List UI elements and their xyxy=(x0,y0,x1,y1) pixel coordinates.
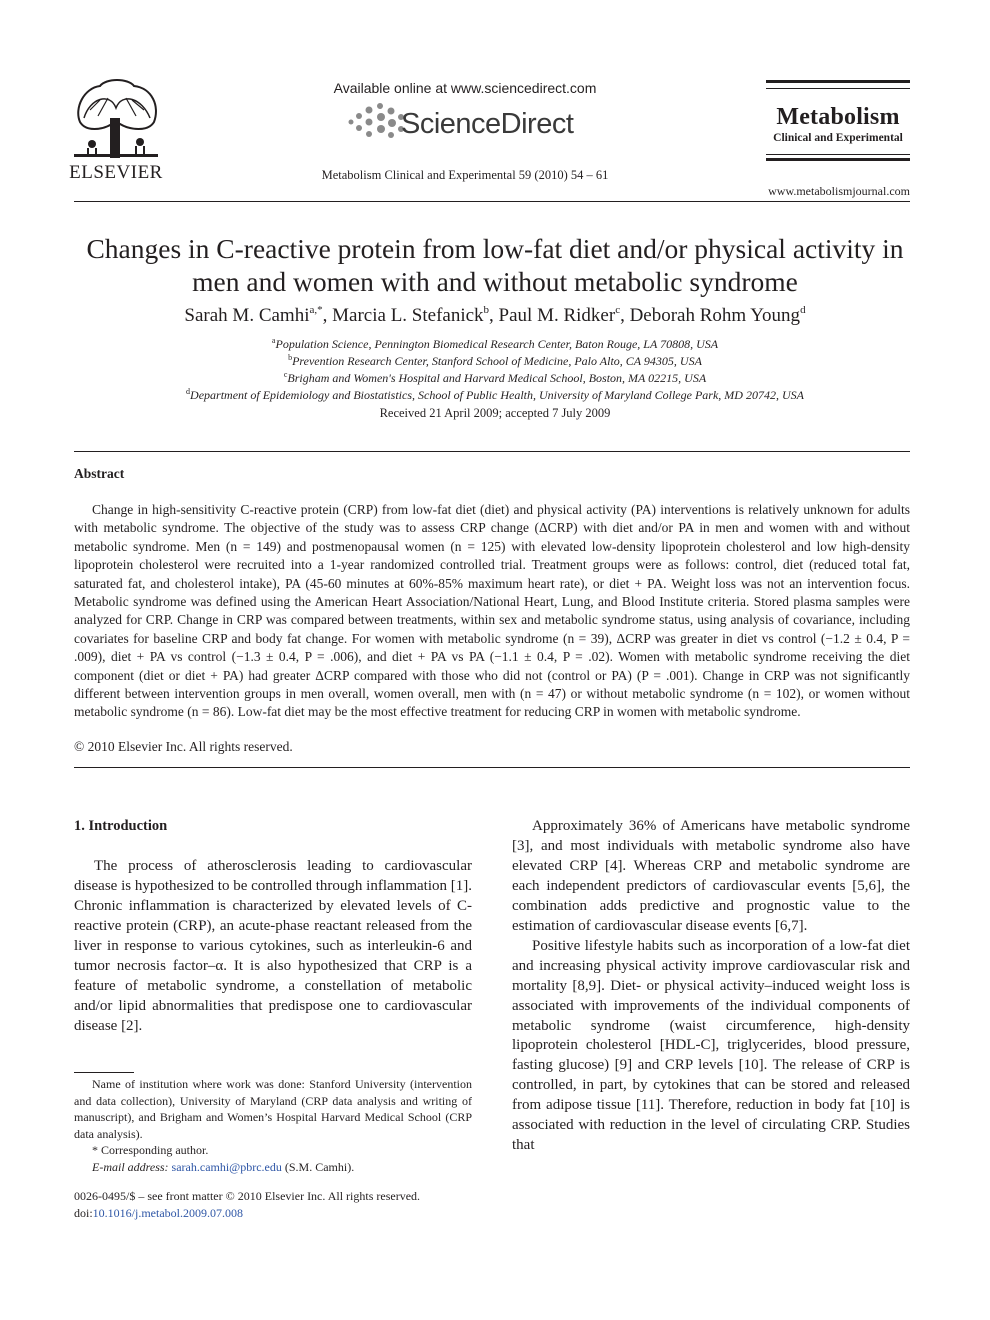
journal-title: Metabolism xyxy=(776,104,900,130)
email-link[interactable]: sarah.camhi@pbrc.edu xyxy=(171,1159,282,1174)
author-separator: , xyxy=(620,305,630,326)
abstract-heading: Abstract xyxy=(74,466,125,481)
right-column xyxy=(512,817,910,1156)
elsevier-tree-icon xyxy=(70,78,162,160)
author-name[interactable]: Marcia L. Stefanick xyxy=(332,305,484,326)
affiliation-text: Department of Epidemiology and Biostatistics, School of Public Health, University of Maryland College Park, MD 20742, USA xyxy=(190,388,804,402)
footnote-divider xyxy=(74,1072,134,1073)
affiliation xyxy=(60,354,930,369)
received-dates: Received 21 April 2009; accepted 7 July 2009 xyxy=(379,406,611,420)
sciencedirect-logo xyxy=(345,102,585,146)
doi-link[interactable]: 10.1016/j.metabol.2009.07.008 xyxy=(92,1205,243,1220)
abstract-body: Change in high-sensitivity C-reactive protein (CRP) from low-fat diet (diet) and physical activity (PA) interventions is relatively unknown for adults with metabolic syndrome. The objective of the study was to assess CRP change (ΔCRP) with diet and/or PA in men and women with and without metabolic syndrome. Men (n = 149) and postmenopausal women (n = 125) with elevated low-density lipoprotein cholesterol and low high-density lipoprotein cholesterol were recruited into a 1-year randomized controlled trial. Treatment groups were as follows: control, diet (reduced total fat, saturated fat, and cholesterol intake), PA (45-60 minutes at 60%-85% maximum heart rate), or diet + PA. Weight loss was not an intervention focus. Metabolic syndrome was defined using the American Heart Association/National Heart, Lung, and Blood Institute criteria. Stored plasma samples were analyzed for CRP. Change in CRP was compared between treatments, within sex and metabolic syndrome status, using analysis of covariance, including covariates for baseline CRP and body fat change. For women with metabolic syndrome (n = 39), ΔCRP was greater in diet vs control (−1.2 ± 0.4, P = .009), diet + PA vs control (−1.3 ± 0.4, P = .006), and diet + PA vs PA (−1.1 ± 0.4, P = .02). Women with metabolic syndrome receiving the diet component (diet or diet + PA) had greater ΔCRP compared with those who did not (control or PA) (P = .001). Change in CRP was not significantly different between intervention groups in men overall, women overall, men with (n = 47) or without metabolic syndrome (n = 102), or women without metabolic syndrome (n = 86). Low-fat diet may be the most effective treatment for reducing CRP in women with metabolic syndrome. xyxy=(74,502,910,720)
abstract-bottom-divider xyxy=(74,767,910,768)
article-title-line: Changes in C-reactive protein from low-fat diet and/or physical activity in xyxy=(86,233,904,264)
journal-citation: Metabolism Clinical and Experimental 59 (2010) 54 – 61 xyxy=(321,168,609,182)
affiliation-mark: b xyxy=(288,353,293,362)
email-label: E-mail address: xyxy=(92,1159,169,1174)
email-owner: (S.M. Camhi). xyxy=(284,1159,355,1174)
footnotes xyxy=(74,1076,472,1175)
doi-label: doi: xyxy=(74,1205,93,1220)
author-affiliation-mark: a,* xyxy=(309,304,323,316)
body-paragraph: Positive lifestyle habits such as incorporation of a low-fat diet and increasing physical activity improve cardiovascular risk and mortality [8,9]. Diet- or physical activity–induced weight loss is associated with improvements of the individual components of metabolic syndrome (waist circumference, high-density lipoprotein cholesterol [HDL-C], triglycerides, blood pressure, fasting glucose) [9] and CRP levels [10]. The release of CRP is controlled, in part, by cytokines that can be stored and released from adipose tissue [11]. Therefore, reduction in body fat [10] is associated with reduction in the level of circulating CRP. Studies that xyxy=(512,937,910,1154)
article-title xyxy=(60,232,930,298)
author-name[interactable]: Paul M. Ridker xyxy=(498,305,616,326)
author-affiliation-mark: b xyxy=(483,304,490,316)
sciencedirect-wordmark: ScienceDirect xyxy=(401,108,574,140)
section-heading-introduction: 1. Introduction xyxy=(74,818,168,834)
affiliation-mark: c xyxy=(283,370,288,379)
journal-url[interactable]: www.metabolismjournal.com xyxy=(768,184,910,198)
abstract-top-divider xyxy=(74,451,910,452)
author-separator: , xyxy=(489,305,499,326)
article-title-line: men and women with and without metabolic syndrome xyxy=(192,266,798,297)
available-online-text: Available online at www.sciencedirect.com xyxy=(333,80,597,96)
author-affiliation-mark: d xyxy=(800,304,806,316)
left-column xyxy=(74,857,472,1037)
masthead-rule xyxy=(766,158,910,161)
author-name[interactable]: Deborah Rohm Young xyxy=(629,305,801,326)
masthead-rule xyxy=(766,80,910,83)
affiliation xyxy=(60,371,930,386)
abstract-copyright: © 2010 Elsevier Inc. All rights reserved. xyxy=(74,739,293,754)
affiliation xyxy=(60,337,930,352)
author-list xyxy=(60,305,930,327)
affiliation-text: Prevention Research Center, Stanford School of Medicine, Palo Alto, CA 94305, USA xyxy=(292,354,702,368)
footnote-institution: Name of institution where work was done: Stanford University (intervention and data collection), University of Maryland (CRP data analysis and writing of manuscript), and Brigham and Women’s Hospital Harvard Medical School (CRP data analysis). xyxy=(74,1077,472,1141)
footnote-email xyxy=(74,1159,472,1176)
affiliation xyxy=(60,388,930,403)
affiliation-mark: d xyxy=(186,387,191,396)
body-paragraph: Approximately 36% of Americans have metabolic syndrome [3], and most individuals with metabolic syndrome also have elevated CRP [4]. Whereas CRP and metabolic syndrome are each independent predictors of cardiovascular events [5,6], the combination adds predictive and prognostic value to the estimation of cardiovascular disease events [6,7]. xyxy=(512,818,910,934)
masthead-rule xyxy=(766,154,910,155)
header-divider xyxy=(74,201,910,202)
author-affiliation-mark: c xyxy=(615,304,621,316)
body-paragraph: The process of atherosclerosis leading to cardiovascular disease is hypothesized to be controlled through inflammation [1]. Chronic inflammation is characterized by elevated levels of C-reactive protein (CRP), an acute-phase reactant released from the liver in response to various cytokines, such as interleukin-6 and tumor necrosis factor–α. It is also hypothesized that CRP is a feature of metabolic syndrome, a constellation of metabolic and/or lipid abnormalities that predispose one to cardiovascular disease [2]. xyxy=(74,858,472,1034)
elsevier-wordmark: ELSEVIER xyxy=(69,162,163,183)
affiliation-text: Population Science, Pennington Biomedical Research Center, Baton Rouge, LA 70808, USA xyxy=(275,337,719,351)
masthead-rule xyxy=(766,88,910,89)
affiliation-mark: a xyxy=(271,336,276,345)
sciencedirect-dots-icon xyxy=(345,102,407,144)
journal-subtitle: Clinical and Experimental xyxy=(773,132,903,144)
elsevier-logo xyxy=(66,78,166,182)
footnote-corresponding: * Corresponding author. xyxy=(92,1143,209,1157)
issn-line: 0026-0495/$ – see front matter © 2010 Elsevier Inc. All rights reserved. xyxy=(74,1189,421,1203)
issn-doi-block xyxy=(74,1188,494,1221)
affiliation-text: Brigham and Women's Hospital and Harvard Medical School, Boston, MA 02215, USA xyxy=(287,371,707,385)
doi-line xyxy=(74,1205,494,1222)
author-separator: , xyxy=(322,305,333,326)
author-name[interactable]: Sarah M. Camhi xyxy=(184,305,310,326)
